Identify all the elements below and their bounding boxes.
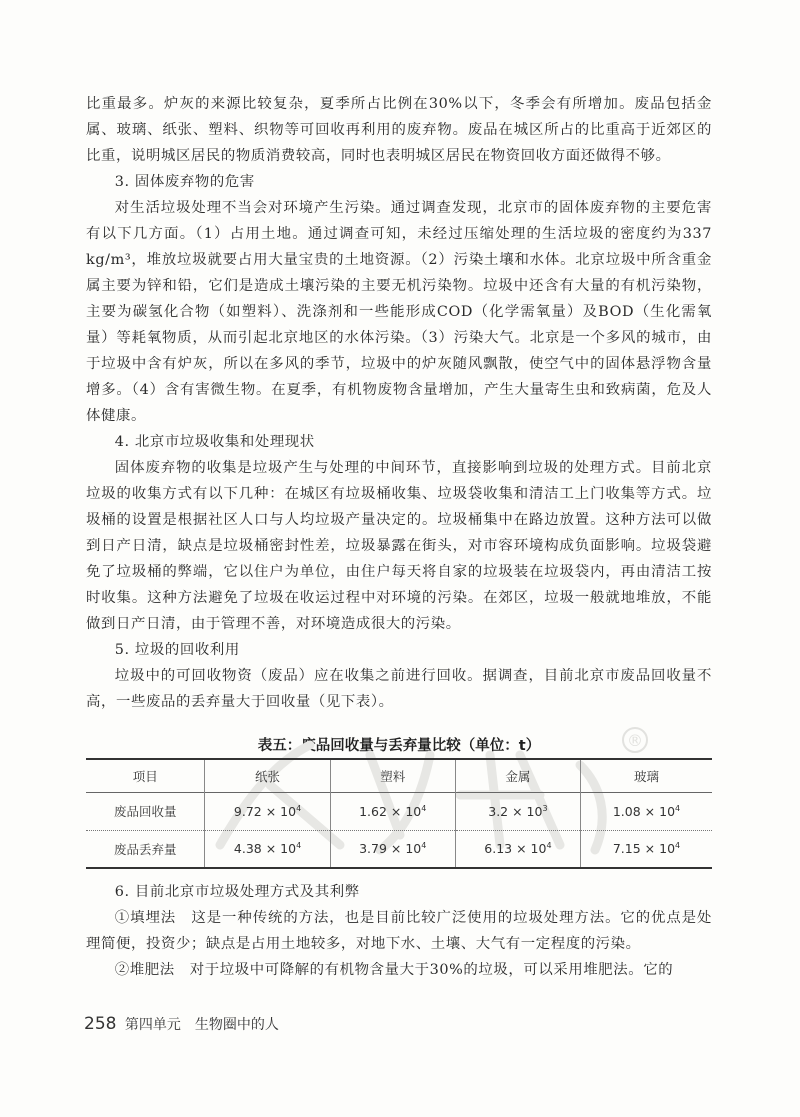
section-heading: 5. 垃圾的回收利用 [114,642,240,658]
section-heading: 4. 北京市垃圾收集和处理现状 [114,434,315,450]
registered-mark: ® [627,731,643,750]
section-heading: 3. 固体废弃物的危害 [114,174,255,190]
table-header-row [86,759,712,792]
header-cell: 纸张 [205,759,330,792]
header-cell: 玻璃 [581,759,713,792]
table-cell: $4.38 \times 10^4$ [205,830,330,868]
table-cell: $1.62 \times 10^4$ [330,792,455,830]
header-cell: 项目 [132,768,158,784]
table-cell: $9.72 \times 10^4$ [205,792,330,830]
waste-comparison-table [86,758,712,869]
body-text-top [86,91,712,715]
section-heading: 6. 目前北京市垃圾处理方式及其利弊 [114,884,360,900]
paragraph: ②堆肥法 对于垃圾中可降解的有机物含量大于30%的垃圾，可以采用堆肥法。它的 [114,962,674,978]
row-label: 废品丢弃量 [113,841,177,857]
paragraph: ①填埋法 这是一种传统的方法，也是目前比较广泛使用的垃圾处理方法。它的优点是处理简便，投资少；缺点是占用土地较多，对地下水、土壤、大气有一定程度的污染。 [86,910,712,952]
table-cell: $1.08 \times 10^4$ [581,792,713,830]
paragraph: 垃圾中的可回收物资（废品）应在收集之前进行回收。据调查，目前北京市废品回收量不高，一些废品的丢弃量大于回收量（见下表）。 [86,668,712,710]
table-row [86,830,712,868]
paragraph: 固体废弃物的收集是垃圾产生与处理的中间环节，直接影响到垃圾的处理方式。目前北京垃圾的收集方式有以下几种：在城区有垃圾桶收集、垃圾袋收集和清洁工上门收集等方式。垃圾桶的设置是根据社区人口与人均垃圾产量决定的。垃圾桶集中在路边放置。这种方法可以做到日产日清，缺点是垃圾桶密封性差，垃圾暴露在街头，对市容环境构成负面影响。垃圾袋避免了垃圾桶的弊端，它以住户为单位，由住户每天将自家的垃圾装在垃圾袋内，再由清洁工按时收集。这种方法避免了垃圾在收运过程中对环境的污染。在郊区，垃圾一般就地堆放，不能做到日产日清，由于管理不善，对环境造成很大的污染。 [86,460,712,632]
paragraph: 对生活垃圾处理不当会对环境产生污染。通过调查发现，北京市的固体废弃物的主要危害有以下几方面。（1）占用土地。通过调查可知，未经过压缩处理的生活垃圾的密度约为337 kg/m³，堆放垃圾就要占用大量宝贵的土地资源。（2）污染土壤和水体。北京垃圾中所含重金属主要为锌和铅，它们是造成土壤污染的主要无机污染物。垃圾中还含有大量的有机污染物，主要为碳氢化合物（如塑料）、洗涤剂和一些能形成COD（化学需氧量）及BOD（生化需氧量）等耗氧物质，从而引起北京地区的水体污染。（3）污染大气。北京是一个多风的城市，由于垃圾中含有炉灰，所以在多风的季节，垃圾中的炉灰随风飘散，使空气中的固体悬浮物含量增多。（4）含有害微生物。在夏季，有机物废物含量增加，产生大量寄生虫和致病菌，危及人体健康。 [86,200,712,424]
paragraph: 比重最多。炉灰的来源比较复杂，夏季所占比例在30%以下，冬季会有所增加。废品包括金属、玻璃、纸张、塑料、织物等可回收再利用的废弃物。废品在城区所占的比重高于近郊区的比重，说明城区居民的物质消费较高，同时也表明城区居民在物资回收方面还做得不够。 [86,96,712,164]
header-cell: 塑料 [330,759,455,792]
page-number: 258 [84,1014,117,1034]
table-cell: $3.79 \times 10^4$ [330,830,455,868]
row-label: 废品回收量 [113,804,177,819]
table-cell: $6.13 \times 10^4$ [455,830,580,868]
table-cell: $3.2 \times 10^3$ [455,792,580,830]
page-footer [84,1014,279,1034]
body-text-bottom [86,879,712,983]
table-cell: $7.15 \times 10^4$ [581,830,713,868]
header-cell: 金属 [455,759,580,792]
table-row [86,792,712,830]
table-caption: 表五：废品回收量与丢弃量比较（单位：t） [257,738,541,754]
unit-title: 第四单元 生物圈中的人 [124,1017,279,1033]
